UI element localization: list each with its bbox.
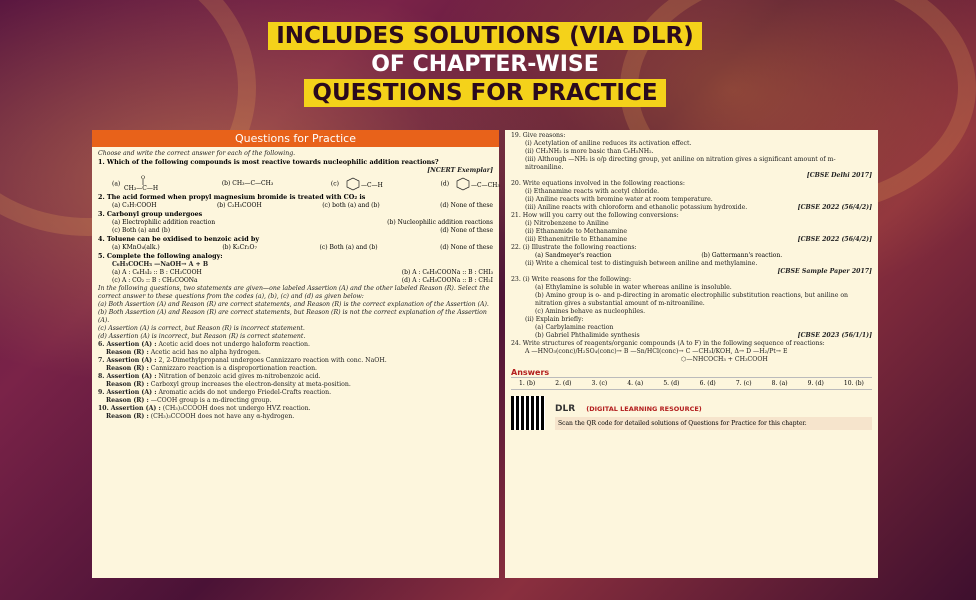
- question-2: 2. The acid formed when propyl magnesium bromide is treated with CO₂ is: [98, 193, 366, 201]
- question-23-ii-b: (b) Gabriel Phthalimide synthesis: [535, 332, 640, 339]
- question-19-ref: [CBSE Delhi 2017]: [806, 172, 872, 179]
- question-5-options-2: [98, 277, 493, 285]
- banner-line-3: QUESTIONS FOR PRACTICE: [304, 79, 665, 107]
- question-21-ref: [CBSE 2022 (56/4/2)]: [797, 236, 872, 243]
- option-b: (b) A : C₆H₅COONa :: B : CHI₃: [401, 269, 493, 276]
- assertion-item: 8. Assertion (A) : Nitration of benzoic acid gives m-nitrobenzoic acid.: [98, 373, 321, 380]
- question-4: 4. Toluene can be oxidised to benzoic acid by: [98, 235, 260, 243]
- banner-line-2: OF CHAPTER-WISE: [371, 52, 599, 77]
- option-b: (b) K₂Cr₂O₇: [222, 244, 257, 251]
- answer-item: 1. (b): [519, 380, 536, 387]
- assertion-item: 9. Assertion (A) : Aromatic acids do not undergo Friedel-Crafts reaction.: [98, 389, 332, 396]
- instructions: Choose and write the correct answer for each of the following.: [98, 150, 296, 157]
- question-20-i: (i) Ethanamine reacts with acetyl chloride.: [525, 188, 660, 195]
- reason-item: Reason (R) : Carboxyl group increases the electron-density at meta-position.: [106, 381, 351, 388]
- question-24-product: ⬡—NHCOCH₃ + CH₃COOH: [681, 356, 768, 363]
- dlr-info: [555, 396, 872, 430]
- question-3-options: [98, 219, 493, 227]
- question-24: 24. Write structures of reagents/organic compounds (A to F) in the following sequence of reactions:: [511, 340, 825, 347]
- svg-text:O: O: [141, 175, 146, 181]
- promo-banner: [0, 22, 970, 107]
- question-22-ref: [CBSE Sample Paper 2017]: [777, 268, 872, 275]
- question-3: 3. Carbonyl group undergoes: [98, 210, 203, 218]
- dlr-logo: DLR: [555, 404, 576, 414]
- question-23-a: (a) Ethylamine is soluble in water whereas aniline is insoluble.: [535, 284, 732, 291]
- question-1-options: [98, 175, 500, 193]
- question-23-ii: (ii) Explain briefly:: [525, 316, 584, 323]
- svg-text:CH₃—C—H: CH₃—C—H: [124, 185, 159, 192]
- question-2-options: [98, 202, 493, 210]
- assertion-item: 7. Assertion (A) : 2, 2-Dimethylpropanal undergoes Cannizzaro reaction with conc. NaOH.: [98, 357, 387, 364]
- answer-item: 10. (b): [843, 380, 864, 387]
- option-a: (a) Electrophilic addition reaction: [112, 219, 216, 226]
- option-b: (b) C₂H₅COOH: [216, 202, 262, 209]
- option-c: (c) Both (a) and (b): [112, 227, 171, 234]
- banner-line-1: INCLUDES SOLUTIONS (VIA DLR): [268, 22, 701, 50]
- question-3-options-2: [98, 227, 493, 235]
- assertion-item: 6. Assertion (A) : Acetic acid does not undergo haloform reaction.: [98, 341, 310, 348]
- answer-item: 9. (d): [807, 380, 824, 387]
- assertion-code-b: (b) Both Assertion (A) and Reason (R) are correct statements, but Reason (R) is not the correct explanation of the Assertion (A).: [98, 309, 487, 324]
- option-d: (d) A : C₆H₅COONa :: B : CH₂I: [401, 277, 493, 284]
- aldehyde-structure-icon: [122, 176, 164, 192]
- assertion-code-d: (d) Assertion (A) is incorrect, but Reason (R) is correct statement.: [98, 333, 306, 340]
- question-24-equation: A —HNO₃(conc)/H₂SO₄(conc)→ B —Sn/HCl(conc)→ C —CH₃I/KOH, Δ→ D —H₂/Pt→ E: [525, 348, 788, 355]
- question-5: 5. Complete the following analogy:: [98, 252, 223, 260]
- question-19-ii: (ii) CH₃NH₂ is more basic than C₆H₅NH₂.: [525, 148, 654, 155]
- acetophenone-structure-icon: [451, 176, 500, 192]
- answers-title: Answers: [511, 368, 550, 377]
- question-4-options: [98, 244, 493, 252]
- question-20-ii: (ii) Aniline reacts with bromine water at room temperature.: [525, 196, 713, 203]
- question-23-b: (b) Amino group is o- and p-directing in aromatic electrophilic substitution reactions, but aniline on nitration gives a substantial amount of m-nitroaniline.: [535, 292, 849, 307]
- assertion-intro: In the following questions, two statements are given—one labeled Assertion (A) and the other labeled Reason (R). Select the correct answer to these questions from the codes (a), (b), (c) and (d) as given below:: [98, 285, 490, 300]
- answer-item: 4. (a): [627, 380, 644, 387]
- option-a: (a) C₃H₇COOH: [112, 202, 157, 209]
- reason-item: Reason (R) : (CH₃)₃CCOOH does not have any α-hydrogen.: [106, 413, 295, 420]
- option-b: (b) Nucleophilic addition reactions: [387, 219, 493, 226]
- question-23-c: (c) Amines behave as nucleophiles.: [535, 308, 646, 315]
- question-23-ii-a: (a) Carbylamine reaction: [535, 324, 614, 331]
- option-d: (d) None of these: [440, 202, 493, 209]
- answer-item: 2. (d): [555, 380, 572, 387]
- question-20-iii-row: [511, 204, 872, 212]
- answer-item: 7. (c): [735, 380, 752, 387]
- option-d: (d) None of these: [440, 227, 493, 234]
- panel-header: Questions for Practice: [92, 130, 499, 147]
- question-21-iii: (iii) Ethanenitrile to Ethanamine: [525, 236, 628, 243]
- question-21-i: (i) Nitrobenzene to Aniline: [525, 220, 609, 227]
- option-c: (c) —C—H: [331, 176, 383, 192]
- option-a: (a) CH₃—C—H O: [112, 176, 164, 192]
- svg-text:—C—CH₃: —C—CH₃: [470, 182, 500, 189]
- question-23: 23. (i) Write reasons for the following:: [511, 276, 632, 283]
- assertion-code-c: (c) Assertion (A) is correct, but Reason (R) is incorrect statement.: [98, 325, 305, 332]
- question-1-ref: [NCERT Exemplar]: [427, 167, 493, 174]
- dlr-section: [511, 396, 872, 430]
- question-22-ii: (ii) Write a chemical test to distinguish between aniline and methylamine.: [525, 260, 758, 267]
- option-a: (a) A : C₆H₅I₂ :: B : CH₃COOH: [112, 269, 202, 276]
- question-22-a: (a) Sandmeyer's reaction: [535, 252, 612, 259]
- question-1: 1. Which of the following compounds is most reactive towards nucleophilic addition reactions?: [98, 158, 439, 166]
- question-19: 19. Give reasons:: [511, 132, 566, 139]
- answer-item: 3. (c): [591, 380, 608, 387]
- svg-text:—C—H: —C—H: [360, 182, 383, 189]
- question-19-iii: (iii) Although —NH₂ is o/p directing group, yet aniline on nitration gives a significant amount of m-nitroaniline.: [525, 156, 836, 171]
- dlr-note: Scan the QR code for detailed solutions of Questions for Practice for this chapter.: [555, 417, 872, 430]
- question-22-parts: [511, 252, 872, 260]
- answer-item: 8. (a): [771, 380, 788, 387]
- question-20-ref: [CBSE 2022 (56/4/2)]: [797, 204, 872, 211]
- question-5-equation: C₆H₅COCH₃ —NaOH→ A + B: [112, 261, 209, 268]
- question-5-options: [98, 269, 493, 277]
- option-c: (c) A : CO₂ :: B : CH₃COONa: [112, 277, 198, 284]
- questions-panel-left: [92, 130, 499, 578]
- question-21: 21. How will you carry out the following conversions:: [511, 212, 679, 219]
- reason-item: Reason (R) : —COOH group is a m-directing group.: [106, 397, 272, 404]
- option-b: (b) CH₃—C—CH₃: [221, 180, 274, 187]
- assertion-code-a: (a) Both Assertion (A) and Reason (R) are correct statements, and Reason (R) is the correct explanation of the Assertion (A).: [98, 301, 489, 308]
- question-21-iii-row: [511, 236, 872, 244]
- question-20-iii: (iii) Aniline reacts with chloroform and ethanolic potassium hydroxide.: [525, 204, 748, 211]
- answer-item: 6. (d): [699, 380, 716, 387]
- question-22-b: (b) Gattermann's reaction.: [701, 252, 783, 259]
- option-d: (d) —C—CH₃: [441, 176, 493, 192]
- option-d: (d) None of these: [440, 244, 493, 251]
- question-22: 22. (i) Illustrate the following reactions:: [511, 244, 637, 251]
- answer-item: 5. (d): [663, 380, 680, 387]
- dlr-title: (DIGITAL LEARNING RESOURCE): [586, 405, 702, 413]
- question-21-ii: (ii) Ethanamide to Methanamine: [525, 228, 628, 235]
- question-23-ii-b-row: [511, 332, 872, 340]
- question-23-ref: [CBSE 2023 (56/1/1)]: [797, 332, 872, 339]
- qr-code-icon[interactable]: [511, 396, 545, 430]
- option-a: (a) KMnO₄(alk.): [112, 244, 160, 251]
- reason-item: Reason (R) : Acetic acid has no alpha hydrogen.: [106, 349, 261, 356]
- reason-item: Reason (R) : Cannizzaro reaction is a disproportionation reaction.: [106, 365, 318, 372]
- question-19-i: (i) Acetylation of aniline reduces its activation effect.: [525, 140, 692, 147]
- question-20: 20. Write equations involved in the following reactions:: [511, 180, 685, 187]
- option-c: (c) both (a) and (b): [322, 202, 380, 209]
- option-c: (c) Both (a) and (b): [319, 244, 378, 251]
- assertion-reason-list: [98, 341, 493, 421]
- assertion-item: 10. Assertion (A) : (CH₃)₃CCOOH does not undergo HVZ reaction.: [98, 405, 311, 412]
- questions-panel-right: [505, 130, 878, 578]
- answers-row: [511, 377, 872, 390]
- benzaldehyde-structure-icon: [341, 176, 383, 192]
